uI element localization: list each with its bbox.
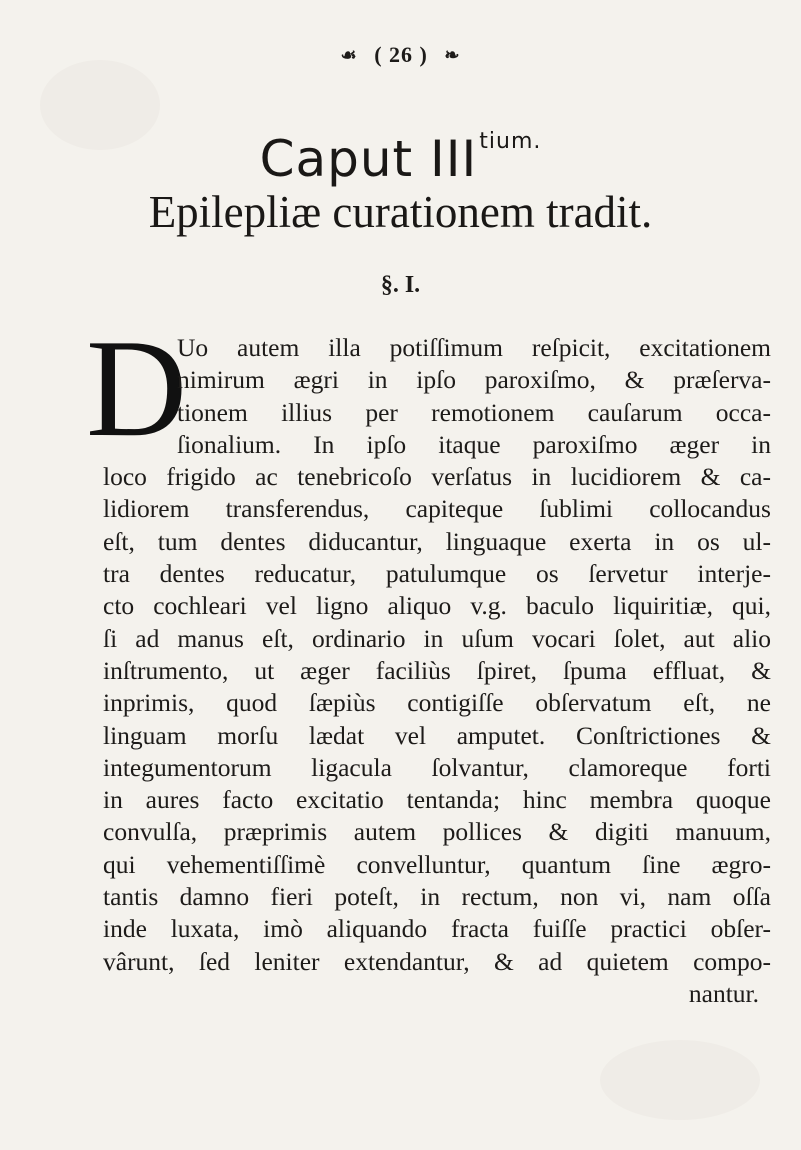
paragraph [103, 332, 771, 1010]
chapter-title: Caput III [259, 130, 478, 188]
text-line: convulſa, præprimis autem pollices & digiti manuum, [103, 817, 771, 847]
text-line: ſionalium. In ipſo itaque paroxiſmo æger in [177, 429, 771, 459]
right-ornament-icon: ❧ [444, 45, 461, 65]
text-line: inde luxata, imò aliquando fracta fuiſſe practici obſer- [103, 914, 771, 944]
page-number: ( 26 ) [374, 42, 428, 67]
text-line: lidiorem transferendus, capiteque ſublimi collocandus [103, 494, 771, 524]
paper-stain [600, 1040, 760, 1120]
text-line: vârunt, ſed leniter extendantur, & ad quietem compo- [103, 946, 771, 976]
chapter-subtitle: Epilepliæ curationem tradit. [148, 187, 653, 237]
text-line: cto cochleari vel ligno aliquo v.g. baculo liquiritiæ, qui, [103, 591, 771, 621]
text-line: loco frigido ac tenebricoſo verſatus in lucidiorem & ca- [103, 462, 771, 492]
text-line: qui vehementiſſimè convelluntur, quantum ſine ægro- [103, 849, 771, 879]
text-line: nantur. [688, 978, 759, 1008]
text-line: ſi ad manus eſt, ordinario in uſum vocari ſolet, aut alio [103, 623, 771, 653]
text-line: tionem illius per remotionem cauſarum occa- [177, 397, 771, 427]
text-line: eſt, tum dentes diducantur, linguaque exerta in os ul- [103, 526, 771, 556]
text-line: in aures facto excitatio tentanda; hinc membra quoque [103, 785, 771, 815]
text-line: Uo autem illa potiſſimum reſpicit, excitationem [177, 333, 771, 362]
chapter-heading [0, 112, 801, 189]
text-line: integumentorum ligacula ſolvantur, clamoreque forti [103, 752, 771, 782]
text-line: tra dentes reducatur, patulumque os ſervetur interje- [103, 559, 771, 589]
left-ornament-icon: ☙ [340, 45, 358, 65]
text-line: inprimis, quod ſæpiùs contigiſſe obſervatum eſt, ne [103, 688, 771, 718]
chapter-superscript: tium. [479, 129, 542, 154]
section-mark: §. I. [380, 272, 421, 298]
text-line: inſtrumento, ut æger faciliùs ſpiret, ſpuma effluat, & [103, 655, 771, 685]
text-line: linguam morſu lædat vel amputet. Conſtrictiones & [103, 720, 771, 750]
running-head [0, 42, 801, 68]
drop-cap-letter: D [86, 311, 188, 466]
text-line: tantis damno fieri poteſt, in rectum, non vi, nam oſſa [103, 882, 771, 912]
text-line: nimirum ægri in ipſo paroxiſmo, & præſerva- [177, 365, 771, 395]
